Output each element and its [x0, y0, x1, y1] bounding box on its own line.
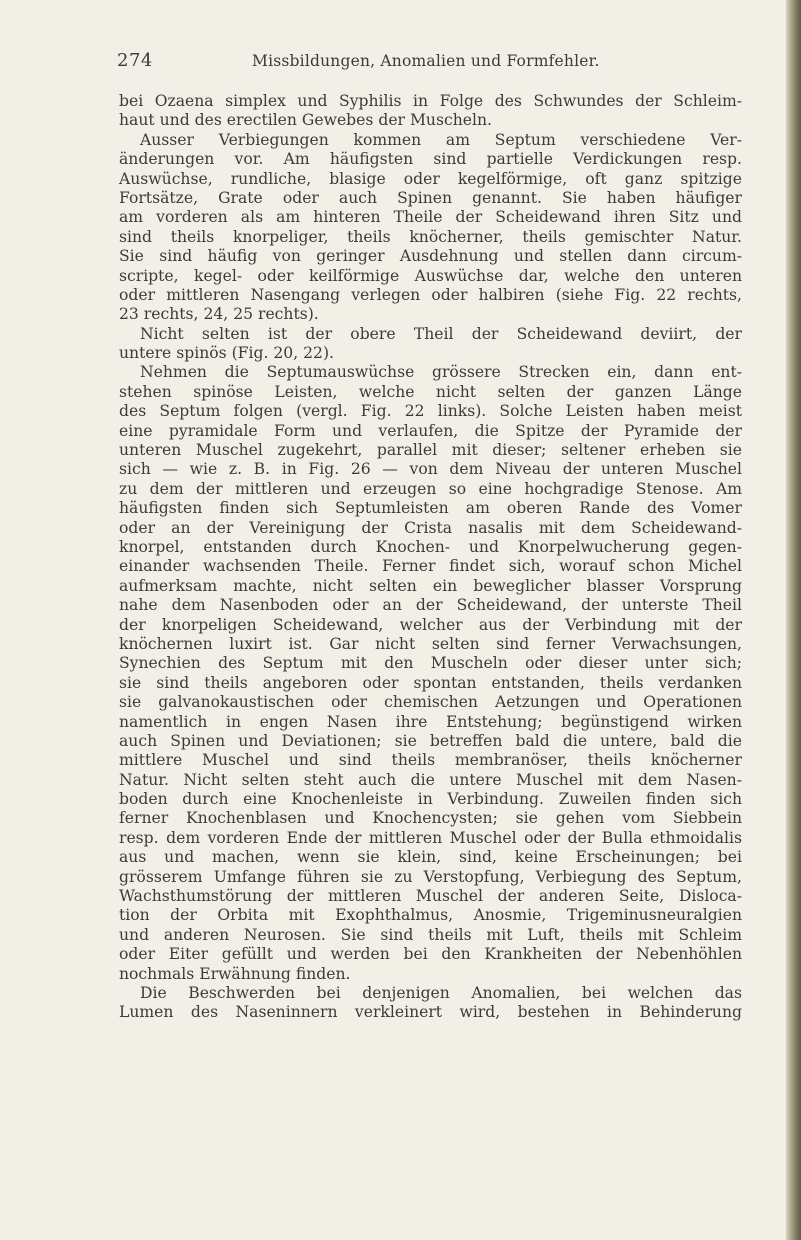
text-line: oder an der Vereinigung der Crista nasalis mit dem Scheidewand-	[119, 518, 742, 537]
text-line: aufmerksam machte, nicht selten ein beweglicher blasser Vorsprung	[119, 576, 742, 595]
text-line: des Septum folgen (vergl. Fig. 22 links). Solche Leisten haben meist	[119, 402, 742, 421]
text-line: Nehmen die Septumauswüchse grössere Strecken ein, dann ent-	[140, 363, 742, 382]
page-number: 274	[117, 50, 153, 71]
text-line: der knorpeligen Scheidewand, welcher aus der Verbindung mit der	[119, 615, 742, 634]
text-line: häufigsten finden sich Septumleisten am oberen Rande des Vomer	[119, 499, 742, 518]
text-line: Natur. Nicht selten steht auch die untere Muschel mit dem Nasen-	[119, 770, 742, 789]
text-line: Fortsätze, Grate oder auch Spinen genannt. Sie haben häufiger	[119, 188, 742, 207]
text-line: Lumen des Naseninnern verkleinert wird, bestehen in Behinderung	[119, 1003, 742, 1022]
text-line: boden durch eine Knochenleiste in Verbindung. Zuweilen finden sich	[119, 790, 742, 809]
book-spine-edge	[786, 0, 801, 1240]
text-line: sind theils knorpeliger, theils knöcherner, theils gemischter Natur.	[119, 227, 742, 246]
text-line: sich — wie z. B. in Fig. 26 — von dem Niveau der unteren Muschel	[119, 460, 742, 479]
text-line: namentlich in engen Nasen ihre Entstehung; begünstigend wirken	[119, 712, 742, 731]
text-line: bei Ozaena simplex und Syphilis in Folge des Schwundes der Schleim-	[119, 92, 742, 110]
text-line: zu dem der mittleren und erzeugen so eine hochgradige Stenose. Am	[119, 479, 742, 498]
text-line: aus und machen, wenn sie klein, sind, keine Erscheinungen; bei	[119, 848, 742, 867]
page-header	[117, 50, 737, 74]
text-line: einander wachsenden Theile. Ferner findet sich, worauf schon Michel	[119, 557, 742, 576]
text-line: und anderen Neurosen. Sie sind theils mit Luft, theils mit Schleim	[119, 925, 742, 944]
text-line: Auswüchse, rundliche, blasige oder kegelförmige, oft ganz spitzige	[119, 169, 742, 188]
text-line: sie sind theils angeboren oder spontan entstanden, theils verdanken	[119, 673, 742, 692]
text-line: oder Eiter gefüllt und werden bei den Krankheiten der Nebenhöhlen	[119, 945, 742, 964]
text-line: grösserem Umfange führen sie zu Verstopfung, Verbiegung des Septum,	[119, 867, 742, 886]
text-line: knorpel, entstanden durch Knochen- und Knorpelwucherung gegen-	[119, 537, 742, 556]
text-line: oder mittleren Nasengang verlegen oder halbiren (siehe Fig. 22 rechts,	[119, 285, 742, 304]
text-line: knöchernen luxirt ist. Gar nicht selten sind ferner Verwachsungen,	[119, 634, 742, 653]
text-line: änderungen vor. Am häufigsten sind partielle Verdickungen resp.	[119, 150, 742, 169]
text-line: mittlere Muschel und sind theils membranöser, theils knöcherner	[119, 751, 742, 770]
running-title: Missbildungen, Anomalien und Formfehler.	[252, 52, 600, 70]
text-line: Sie sind häufig von geringer Ausdehnung und stellen dann circum-	[119, 247, 742, 266]
text-line: sie galvanokaustischen oder chemischen Aetzungen und Operationen	[119, 693, 742, 712]
text-line: untere spinös (Fig. 20, 22).	[119, 344, 335, 363]
text-line: am vorderen als am hinteren Theile der Scheidewand ihren Sitz und	[119, 208, 742, 227]
text-line: 23 rechts, 24, 25 rechts).	[119, 305, 319, 324]
text-line: Ausser Verbiegungen kommen am Septum verschiedene Ver-	[140, 130, 742, 149]
text-line: resp. dem vorderen Ende der mittleren Muschel oder der Bulla ethmoidalis	[119, 828, 742, 847]
text-line: eine pyramidale Form und verlaufen, die Spitze der Pyramide der	[119, 421, 742, 440]
text-line: nochmals Erwähnung finden.	[119, 964, 351, 983]
text-line: haut und des erectilen Gewebes der Muscheln.	[119, 111, 492, 130]
body-text	[119, 92, 742, 1023]
text-line: Nicht selten ist der obere Theil der Scheidewand deviirt, der	[140, 324, 742, 343]
text-line: unteren Muschel zugekehrt, parallel mit dieser; seltener erheben sie	[119, 441, 742, 460]
text-line: auch Spinen und Deviationen; sie betreffen bald die untere, bald die	[119, 731, 742, 750]
text-line: ferner Knochenblasen und Knochencysten; sie gehen vom Siebbein	[119, 809, 742, 828]
text-line: nahe dem Nasenboden oder an der Scheidewand, der unterste Theil	[119, 596, 742, 615]
text-line: Wachsthumstörung der mittleren Muschel der anderen Seite, Disloca-	[119, 887, 742, 906]
text-line: scripte, kegel- oder keilförmige Auswüchse dar, welche den unteren	[119, 266, 742, 285]
text-line: Die Beschwerden bei denjenigen Anomalien, bei welchen das	[140, 983, 742, 1002]
text-line: stehen spinöse Leisten, welche nicht selten der ganzen Länge	[119, 382, 742, 401]
text-line: Synechien des Septum mit den Muscheln oder dieser unter sich;	[119, 654, 742, 673]
text-line: tion der Orbita mit Exophthalmus, Anosmie, Trigeminusneuralgien	[119, 906, 742, 925]
